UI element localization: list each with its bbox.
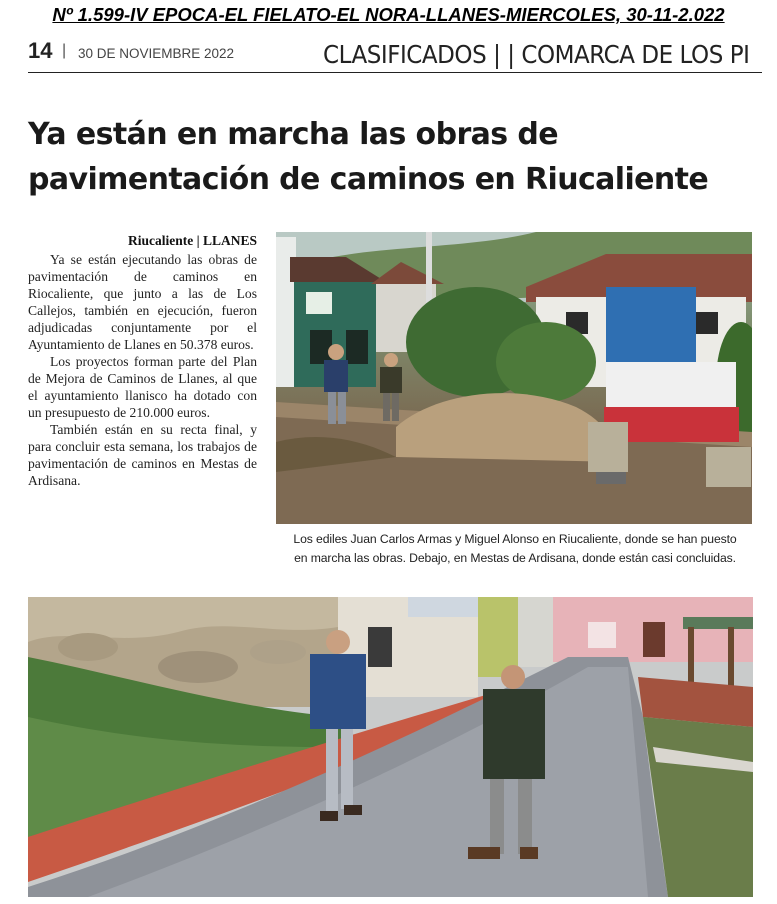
article-dateline: Riucaliente | LLANES [128,233,257,248]
photo-riucaliente-works [276,232,752,524]
article-paragraph: Ya se están ejecutando las obras de pavimentación de caminos en Riocaliente, que junto a las de Los Callejos, también en ejecución, fueron adjudicadas conjuntamente por el Ayuntamiento de Llanes en 50.378 euros. [28,252,257,352]
article-paragraph: También están en su recta final, y para concluir esta semana, los trabajos de pavimentación de caminos en Mestas de Ardisana. [28,422,257,488]
section-title: CLASIFICADOS | | COMARCA DE LOS PI [323,40,750,69]
article-paragraph: Los proyectos forman parte del Plan de Mejora de Caminos de Llanes, al que el ayuntamiento llanisco ha dotado con un presupuesto de 210.000 euros. [28,354,257,420]
newspaper-banner: Nº 1.599-IV EPOCA-EL FIELATO-EL NORA-LLANES-MIERCOLES, 30-11-2.022 [52,4,725,25]
header-separator: | [62,42,67,59]
photo-mestas-de-ardisana [28,597,753,897]
article-body [28,251,257,489]
page-header [28,36,762,73]
caption-line: en marcha las obras. Debajo, en Mestas de Ardisana, donde están casi concluidas. [294,551,736,565]
caption-line: Los ediles Juan Carlos Armas y Miguel Alonso en Riucaliente, donde se han puesto [293,532,737,546]
article-headline: Ya están en marcha las obras de pavimentación de caminos en Riucaliente [28,117,709,197]
page-date: 30 DE NOVIEMBRE 2022 [78,46,235,61]
photo-caption [276,530,754,568]
page-number: 14 [28,38,53,63]
